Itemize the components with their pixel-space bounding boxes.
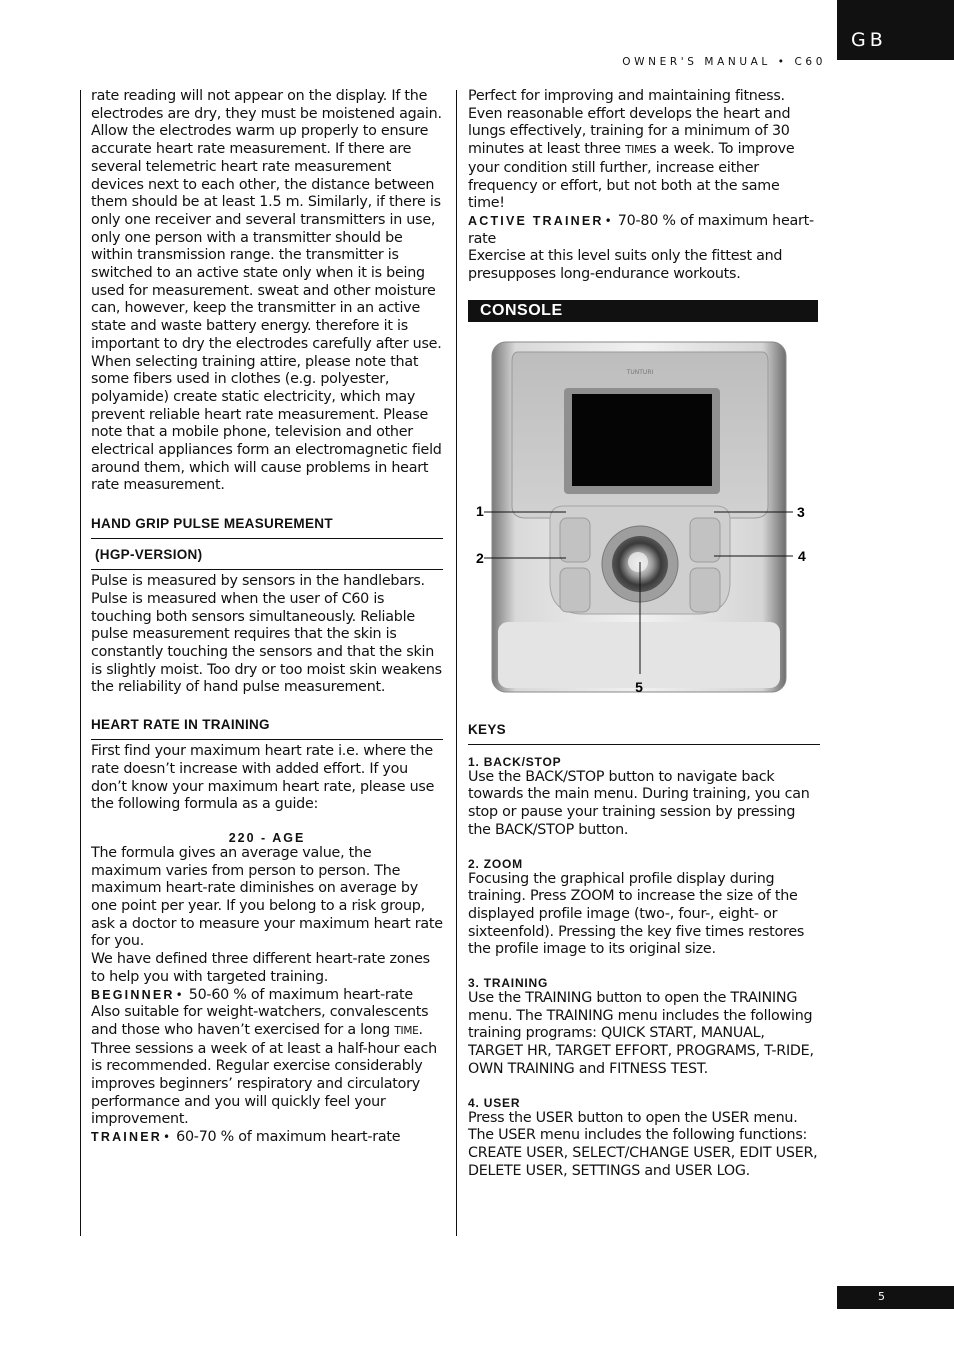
left-column	[91, 88, 443, 1147]
console-illustration	[468, 322, 820, 722]
zone-active-trainer	[468, 213, 820, 248]
zone-active-trainer-text: 70-80 % of maximum heart-rate	[468, 212, 814, 247]
bullet-dot: •	[175, 987, 183, 1002]
key-title: 2. ZOOM	[468, 856, 523, 871]
dial-highlight	[628, 552, 648, 572]
left-column-rule	[80, 90, 81, 1236]
formula: 220 - AGE	[228, 830, 306, 845]
callout-1: 1	[476, 502, 484, 519]
zone-trainer	[91, 1129, 443, 1147]
console-heading-bar: CONSOLE	[468, 300, 818, 322]
heading-hgp-version: (HGP-VERSION)	[91, 539, 443, 570]
key-title: 1. BACK/STOP	[468, 754, 562, 769]
paragraph-max-heart-rate: First find your maximum heart rate i.e. where the rate doesn’t increase with added effort. If you don’t know your maximum heart rate, please use the following formula as a guide:	[91, 743, 435, 813]
paragraph-active-detail: Exercise at this level suits only the fittest and presupposes long-endurance workouts.	[468, 248, 783, 283]
callout-2: 2	[476, 549, 484, 566]
key-training	[468, 976, 820, 1079]
zone-trainer-text: 60-70 % of maximum heart-rate	[176, 1129, 401, 1146]
key-text: Use the BACK/STOP button to navigate back towards the main menu. During training, you can stop or pause your training session by pressing the BACK/STOP button.	[468, 768, 810, 838]
paragraph-attire: When selecting training attire, please note that some fibers used in clothes (e.g. polyester, polyamide) create static electricity, which may prevent reliable heart rate measurement. Please note that a mobile phone, television and other electrical appliances form an electromagnetic field around them, which will cause problems in heart rate measurement.	[91, 353, 442, 494]
key-text: Use the TRAINING button to open the TRAINING menu. The TRAINING menu includes the following training programs: QUICK START, MANUAL, TARGET HR, TARGET EFFORT, PROGRAMS, T-RIDE, OWN TRAINING and FITNESS TEST.	[468, 990, 814, 1077]
page-number: 5	[837, 1286, 954, 1309]
right-column	[468, 88, 820, 1180]
paragraph-beginner-detail: Also suitable for weight-watchers, convalescents and those who haven’t exercised for a long TIME. Three sessions a week of at least a half-hour each is recommended. Regular exercise considerably improves beginners’ respiratory and circulatory performance and you will quickly feel your improvement.	[91, 1004, 437, 1128]
display-screen	[572, 394, 712, 486]
paragraph-hand-pulse: Pulse is measured by sensors in the handlebars. Pulse is measured when the user of C60 is touching both sensors simultaneously. Reliable pulse measurement requires that the skin is constantly touching the sensors and that the skin is slightly moist. Too dry or too moist skin weakens the reliability of hand pulse measurement.	[91, 573, 442, 696]
middle-column-rule	[456, 90, 457, 1236]
heading-hand-grip-pulse: HAND GRIP PULSE MEASUREMENT	[91, 516, 443, 539]
zone-beginner-label: BEGINNER	[91, 987, 175, 1002]
callout-5: 5	[635, 678, 643, 695]
zone-active-trainer-label: ACTIVE TRAINER	[468, 213, 604, 228]
callout-3: 3	[797, 503, 805, 520]
heading-heart-rate-training: HEART RATE IN TRAINING	[91, 717, 443, 740]
brand-mark: TUNTURI	[626, 368, 654, 376]
key-title: 4. USER	[468, 1095, 521, 1110]
zone-beginner	[91, 987, 443, 1005]
training-button[interactable]	[690, 518, 720, 562]
zone-beginner-text: 50-60 % of maximum heart-rate	[188, 986, 413, 1003]
console-figure	[468, 322, 820, 722]
bullet-dot: •	[604, 213, 612, 228]
running-head: OWNER'S MANUAL • C60	[622, 56, 826, 68]
key-text: Press the USER button to open the USER menu. The USER menu includes the following functions: CREATE USER, SELECT/CHANGE USER, EDIT USER, DELETE USER, SETTINGS and USER LOG.	[468, 1109, 818, 1179]
key-back-stop	[468, 755, 820, 840]
key-zoom	[468, 857, 820, 960]
back-stop-button[interactable]	[560, 518, 590, 562]
paragraph-zones: We have defined three different heart-rate zones to help you with targeted training.	[91, 951, 430, 985]
key-text: Focusing the graphical profile display during training. Press ZOOM to increase the size of the displayed profile image (two-, four-, eight- or sixteenfold). Pressing the key five times restores the profile image to its original size.	[468, 870, 805, 958]
bullet-dot: •	[162, 1130, 170, 1145]
zone-trainer-label: TRAINER	[91, 1130, 162, 1145]
language-tab: GB	[837, 0, 954, 60]
callout-4: 4	[798, 547, 806, 564]
paragraph-trainer-detail: Perfect for improving and maintaining fitness. Even reasonable effort develops the heart and lungs effectively, training for a minimum of 30 minutes at least three TIMEs a week. To improve your condition still further, increase either frequency or effort, but not both at the same time!	[468, 88, 795, 212]
section-hgp	[91, 516, 443, 570]
user-button[interactable]	[690, 568, 720, 612]
zoom-button[interactable]	[560, 568, 590, 612]
key-user	[468, 1096, 820, 1181]
paragraph-formula-explanation: The formula gives an average value, the maximum varies from person to person. The maximum heart-rate diminishes on average by one point per year. If you belong to a risk group, ask a doctor to measure your maximum heart rate for you.	[91, 844, 443, 950]
heading-keys: KEYS	[468, 722, 820, 745]
paragraph-electrodes: rate reading will not appear on the display. If the electrodes are dry, they must be moistened again. Allow the electrodes warm up properly to ensure accurate heart rate measurement. If there are several telemetric heart rate measurement devices next to each other, the distance between them should be at least 1.5 m. Similarly, if there is only one receiver and several transmitters in use, only one person with a transmitter should be within transmission range. the transmitter is switched to an active state only when it is being used for measurement. sweat and other moisture can, however, keep the transmitter in an active state and waste battery energy. therefore it is important to dry the electrodes carefully after use.	[91, 88, 442, 352]
key-title: 3. TRAINING	[468, 976, 549, 991]
